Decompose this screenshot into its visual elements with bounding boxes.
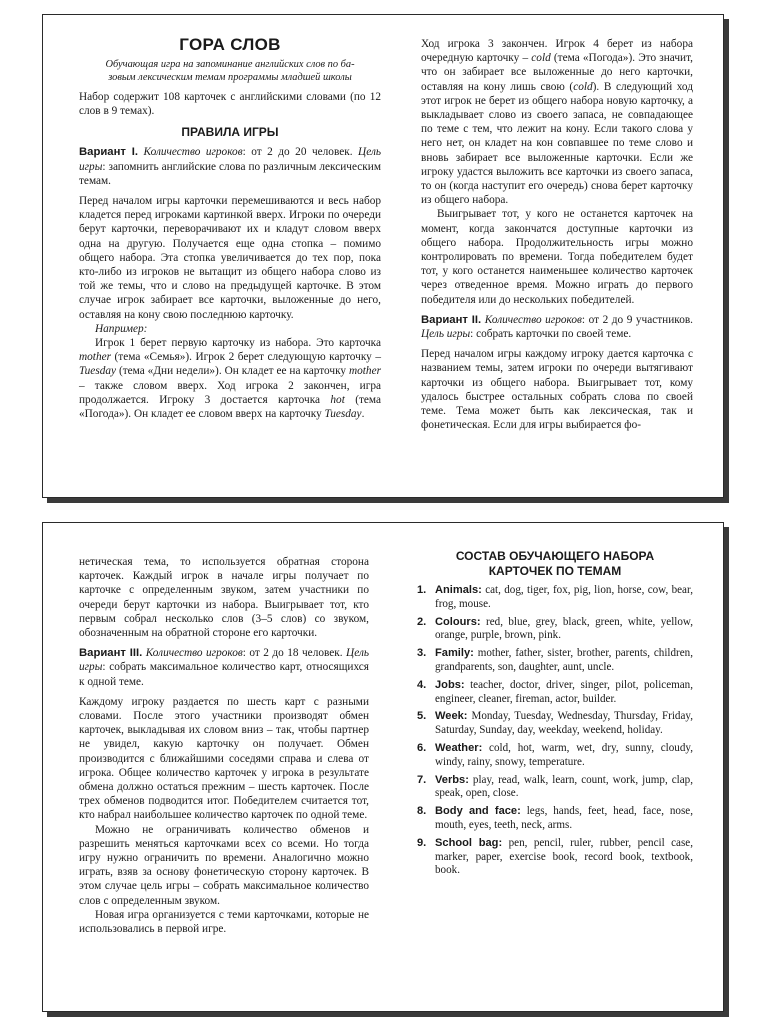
example-word: Tuesday bbox=[324, 408, 362, 421]
topic-words: cat, dog, tiger, fox, pig, lion, horse, cow, bear, frog, mouse. bbox=[435, 584, 693, 610]
v3-goal-value: : собрать максимальное количество карт, относящихся к одной теме. bbox=[79, 661, 369, 688]
v2-players-label: Количество игроков bbox=[484, 313, 582, 326]
v1-players-value: : от 2 до 20 человек. bbox=[242, 146, 353, 159]
topic-words: legs, hands, feet, head, face, nose, mouth, eyes, teeth, neck, arms. bbox=[435, 805, 693, 831]
v1-goal-value: : запомнить английские слова по различным лексическим темам. bbox=[79, 160, 381, 187]
variant-2-label: Вариант II. bbox=[421, 313, 482, 326]
list-item bbox=[417, 710, 693, 738]
list-item bbox=[417, 584, 693, 612]
list-item bbox=[417, 647, 693, 675]
topic-number: 9. bbox=[417, 836, 427, 849]
topic-number: 6. bbox=[417, 741, 427, 754]
page2-left-column bbox=[79, 555, 369, 1011]
topic-words: teacher, doctor, driver, singer, pilot, policeman, engineer, cleaner, fireman, actor, builder. bbox=[435, 678, 693, 705]
v2-goal-label: Цель игры bbox=[421, 328, 471, 341]
example-text-part: (тема «Погода»). Это значит, что он забирает все выложенные до него карточки, оставляя на кону лишь свою ( bbox=[421, 52, 693, 93]
game-title: ГОРА СЛОВ bbox=[179, 35, 281, 54]
v2-goal-value: : собрать карточки по своей теме. bbox=[470, 328, 632, 341]
example-word: mother bbox=[348, 365, 381, 378]
page1-left-column bbox=[79, 35, 381, 497]
list-item bbox=[417, 679, 693, 707]
subtitle-line-2: зовым лексическим темам программы младшей школы bbox=[108, 72, 352, 83]
variant-3-info bbox=[79, 646, 369, 689]
topic-name: Family: bbox=[435, 647, 474, 660]
example-text-part: . bbox=[361, 408, 365, 421]
variant-1-rules: Перед началом игры карточки перемешиваются и весь набор кладется перед игроками картинкой вверх. Игроки по очереди берут карточки, переворачивают их и кладут словом вверх одна на другую. Получается еще одна стопка – помимо общего набора. Эта стопка увеличивается до тех пор, пока кто-либо из игроков не вытащит из общего набора слово из той же темы, что и слово на предыдущей карточке. В этом случае игрок забирает все карточки, выложенные до него, оставляя на кону свою последнюю карточку. bbox=[79, 195, 381, 321]
topic-number: 7. bbox=[417, 773, 427, 786]
list-item bbox=[417, 774, 693, 802]
topic-name: Jobs: bbox=[435, 678, 465, 691]
subtitle-line-1: Обучающая игра на запоминание английских слов по ба- bbox=[105, 59, 355, 70]
variant-1-info bbox=[79, 145, 381, 188]
list-item bbox=[417, 805, 693, 833]
example-text-part: (тема «Погода»). Он кладет ее словом вверх на карточку bbox=[79, 393, 381, 421]
new-game-rule: Новая игра организуется с теми карточками, которые не использовались в первой игре. bbox=[79, 908, 369, 936]
example-text bbox=[79, 336, 381, 421]
example-word: cold bbox=[531, 52, 551, 65]
v3-goal-label: Цель игры bbox=[79, 647, 370, 674]
topic-name: Colours: bbox=[435, 615, 481, 628]
topics-heading-line-2: КАРТОЧЕК ПО ТЕМАМ bbox=[488, 564, 622, 578]
topic-words: pen, pencil, ruler, rubber, pencil case, marker, paper, exercise book, record book, textbook, book. bbox=[435, 836, 693, 877]
topic-name: School bag: bbox=[435, 836, 503, 849]
variant-2-rules: Перед началом игры каждому игроку дается карточка с названием темы, затем игроки по очереди вытягивают карточки из общего набора. Выигрывает тот, кому удалось быстрее остальных собрать слова по своей теме. Тема может быть как лексическая, так и фонетическая. Если для игры выбирается фо- bbox=[421, 348, 693, 432]
set-description: Набор содержит 108 карточек с английскими словами (по 12 слов в 9 темах). bbox=[79, 91, 381, 118]
v3-players-label: Количество игроков bbox=[145, 647, 243, 660]
topic-number: 2. bbox=[417, 615, 427, 628]
winner-rules: Выигрывает тот, у кого не останется карточек на момент, когда закончатся доступные карточки из общего набора. Продолжительность игры можно контролировать по времени. Тогда победителем будет тот, у кого останется наименьшее количество карточек через отведенное время. Можно играть до первого победителя или до нескольких победителей. bbox=[421, 208, 693, 306]
example-word: hot bbox=[330, 393, 345, 406]
list-item bbox=[417, 616, 693, 644]
example-word: Tuesday bbox=[79, 365, 117, 378]
v1-players-label: Количество игроков bbox=[143, 146, 243, 159]
variant-3-label: Вариант III. bbox=[79, 647, 143, 660]
v3-players-value: : от 2 до 18 человек. bbox=[242, 647, 343, 660]
example-text-part: ). В следующий ход этот игрок не берет из общего набора новую карточку, а выкладывает слово из своего запаса, не совпадающее по теме с тем, что лежит на кону. Если такого слова у него нет, он кладет на кон совпавшее по теме слово и вновь забирает все выложенные карточки. Если же игроку удастся выложить все карточки из своего запаса, то он (когда наступит его очередь) снова берет карточку из общего набора. bbox=[421, 80, 693, 207]
example-continuation bbox=[421, 37, 693, 207]
topic-words: Monday, Tuesday, Wednesday, Thursday, Friday, Saturday, Sunday, day, weekday, weekend, holiday. bbox=[435, 710, 693, 737]
variant-1-label: Вариант I. bbox=[79, 146, 139, 159]
page-spread-1 bbox=[42, 14, 724, 498]
v1-goal-label: Цель игры bbox=[79, 146, 382, 173]
example-word: cold bbox=[573, 80, 593, 93]
example-text-part: (тема «Дни недели»). Он кладет ее на карточку bbox=[116, 365, 349, 378]
topic-number: 3. bbox=[417, 647, 427, 660]
topic-number: 4. bbox=[417, 678, 427, 691]
variant-3-rules: Каждому игроку раздается по шесть карт с разными словами. После этого участники производят обмен карточек, выкладывая их словом вниз – так, чтобы партнер не увидел, какую карточку он получает. Обмен производится с ближайшими соседями справа и слева от игрока. Общее количество карточек у игрока в результате обмена должно остаться прежним – шесть карточек. После трех обменов подводится итог. Победителем считается тот, кто набрал наибольшее количество карточек по одной теме. bbox=[79, 695, 369, 822]
list-item bbox=[417, 742, 693, 770]
game-subtitle bbox=[79, 58, 381, 84]
topic-number: 5. bbox=[417, 710, 427, 723]
example-text-part: Ход игрока 3 закончен. Игрок 4 берет из набора очередную карточку – bbox=[421, 38, 693, 65]
exchange-rules: Можно не ограничивать количество обменов и разрешить меняться карточками всех со всеми. Но тогда игру нужно ограничить по времени. Аналогично можно играть, взяв за основу фонетическую сторону карточек. В этом случае цель игры – собрать максимальное количество слов с определенным звуком. bbox=[79, 823, 369, 907]
topic-words: red, blue, grey, black, green, white, yellow, orange, purple, brown, pink. bbox=[435, 615, 693, 642]
topic-words: cold, hot, warm, wet, dry, sunny, cloudy, windy, rainy, snowy, temperature. bbox=[435, 741, 693, 768]
topic-words: mother, father, sister, brother, parents, children, grandparents, son, daughter, aunt, uncle. bbox=[435, 647, 693, 673]
example-text-part: (тема «Семья»). Игрок 2 берет следующую карточку – bbox=[111, 351, 381, 364]
topics-heading-line-1: СОСТАВ ОБУЧАЮЩЕГО НАБОРА bbox=[455, 549, 655, 563]
variant-2-info bbox=[421, 313, 693, 341]
example-text-part: – также словом вверх. Ход игрока 2 закончен, игра продолжается. Игроку 3 достается карточка bbox=[79, 379, 381, 406]
page-spread-2 bbox=[42, 522, 724, 1012]
page1-right-column bbox=[421, 37, 693, 497]
example-label: Например: bbox=[95, 322, 148, 335]
topic-name: Verbs: bbox=[435, 773, 469, 786]
v2-players-value: : от 2 до 9 участников. bbox=[581, 313, 693, 326]
topic-name: Week: bbox=[435, 710, 468, 723]
topics-list bbox=[417, 584, 693, 878]
topics-heading bbox=[417, 549, 693, 579]
page2-right-column bbox=[417, 549, 693, 1011]
topic-words: play, read, walk, learn, count, work, jump, clap, speak, open, close. bbox=[435, 773, 693, 800]
variant-2-continuation: нетическая тема, то используется обратная сторона карточек. Каждый игрок в начале игры получает по карточке с определенным звуком, затем участники по очереди берут карточки из набора. Выигрывает тот, кто первым собрал несколько слов (3–5 слов) со звуком, обозначенным на обратной стороне его карточки. bbox=[79, 556, 369, 640]
topic-number: 1. bbox=[417, 584, 427, 596]
example-paragraph bbox=[79, 322, 381, 336]
example-word: mother bbox=[79, 351, 112, 364]
rules-heading: ПРАВИЛА ИГРЫ bbox=[181, 125, 279, 140]
topic-name: Body and face: bbox=[435, 805, 521, 818]
topic-name: Weather: bbox=[435, 741, 483, 754]
topic-name: Animals: bbox=[435, 584, 482, 596]
topic-number: 8. bbox=[417, 805, 427, 818]
example-text-part: Игрок 1 берет первую карточку из набора. Это карточка bbox=[95, 337, 381, 350]
list-item bbox=[417, 837, 693, 878]
